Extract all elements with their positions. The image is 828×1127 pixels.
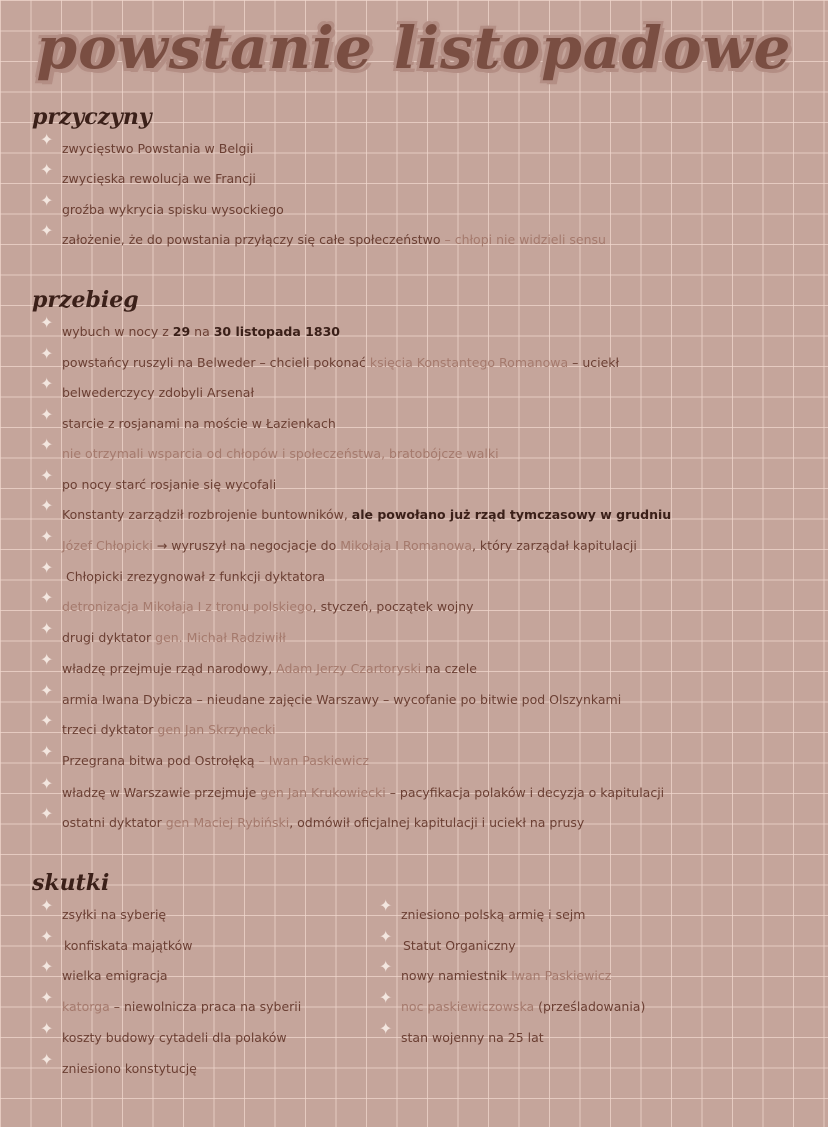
- list-item: ✦ Konstanty zarządził rozbrojenie buntowników, ale powołano już rząd tymczasowy w grudniu: [40, 496, 672, 522]
- list-item: ✦ drugi dyktator gen. Michał Radziwiłł: [40, 619, 286, 645]
- list-item: ✦ zwycięstwo Powstania w Belgii: [40, 130, 254, 156]
- heading-skutki: skutki: [32, 870, 110, 896]
- list-item: ✦ władzę przejmuje rząd narodowy, Adam Jerzy Czartoryski na czele: [40, 650, 477, 676]
- sparkle-star-icon: ✦: [379, 927, 393, 946]
- list-item: ✦ władzę w Warszawie przejmuje gen Jan Krukowiecki – pacyfikacja polaków i decyzja o kapitulacji: [40, 774, 665, 800]
- sparkle-star-icon: ✦: [40, 681, 54, 700]
- heading-przyczyny: przyczyny: [32, 104, 152, 130]
- list-item: ✦ Statut Organiczny: [379, 927, 516, 953]
- list-item: ✦ koszty budowy cytadeli dla polaków: [40, 1019, 287, 1045]
- list-item: ✦ belwederczycy zdobyli Arsenał: [40, 374, 254, 400]
- sparkle-star-icon: ✦: [379, 957, 393, 976]
- sparkle-star-icon: ✦: [40, 650, 54, 669]
- sparkle-star-icon: ✦: [40, 466, 54, 485]
- sparkle-star-icon: ✦: [40, 527, 54, 546]
- list-item: ✦ powstańcy ruszyli na Belweder – chcieli pokonać księcia Konstantego Romanowa – uciekł: [40, 344, 620, 370]
- page-title: powstanie listopadowe: [36, 14, 792, 82]
- sparkle-star-icon: ✦: [379, 1019, 393, 1038]
- sparkle-star-icon: ✦: [40, 711, 54, 730]
- sparkle-star-icon: ✦: [40, 435, 54, 454]
- list-item: ✦ noc paskiewiczowska (prześladowania): [379, 988, 646, 1014]
- sparkle-star-icon: ✦: [40, 957, 54, 976]
- sparkle-star-icon: ✦: [40, 374, 54, 393]
- sparkle-star-icon: ✦: [40, 130, 54, 149]
- list-item: ✦ założenie, że do powstania przyłączy się całe społeczeństwo – chłopi nie widzieli sensu: [40, 221, 606, 247]
- list-item: ✦ zniesiono polską armię i sejm: [379, 896, 586, 922]
- sparkle-star-icon: ✦: [379, 988, 393, 1007]
- list-item: ✦ Przegrana bitwa pod Ostrołęką – Iwan Paskiewicz: [40, 742, 369, 768]
- sparkle-star-icon: ✦: [40, 1019, 54, 1038]
- sparkle-star-icon: ✦: [40, 619, 54, 638]
- sparkle-star-icon: ✦: [40, 221, 54, 240]
- list-item: ✦ groźba wykrycia spisku wysockiego: [40, 191, 284, 217]
- sparkle-star-icon: ✦: [40, 191, 54, 210]
- list-item: ✦ wybuch w nocy z 29 na 30 listopada 1830: [40, 313, 340, 339]
- sparkle-star-icon: ✦: [40, 405, 54, 424]
- sparkle-star-icon: ✦: [40, 927, 54, 946]
- list-item: ✦ starcie z rosjanami na moście w Łazienkach: [40, 405, 336, 431]
- sparkle-star-icon: ✦: [40, 804, 54, 823]
- list-item: ✦ armia Iwana Dybicza – nieudane zajęcie Warszawy – wycofanie po bitwie pod Olszynkami: [40, 681, 622, 707]
- heading-przebieg: przebieg: [32, 287, 139, 313]
- list-item: ✦ zniesiono konstytucję: [40, 1050, 197, 1076]
- list-item: ✦ zwycięska rewolucja we Francji: [40, 160, 256, 186]
- list-item: ✦ stan wojenny na 25 lat: [379, 1019, 544, 1045]
- list-item: ✦ Józef Chłopicki → wyruszył na negocjacje do Mikołaja I Romanowa, który zarządał kapitulacji: [40, 527, 637, 553]
- sparkle-star-icon: ✦: [379, 896, 393, 915]
- list-item: ✦ katorga – niewolnicza praca na syberii: [40, 988, 302, 1014]
- list-item: ✦ zsyłki na syberię: [40, 896, 167, 922]
- sparkle-star-icon: ✦: [40, 742, 54, 761]
- list-item: ✦ detronizacja Mikołaja I z tronu polskiego, styczeń, początek wojny: [40, 588, 474, 614]
- sparkle-star-icon: ✦: [40, 896, 54, 915]
- sparkle-star-icon: ✦: [40, 588, 54, 607]
- list-item: ✦ wielka emigracja: [40, 957, 168, 983]
- list-item: ✦ nie otrzymali wsparcia od chłopów i społeczeństwa, bratobójcze walki: [40, 435, 499, 461]
- sparkle-star-icon: ✦: [40, 344, 54, 363]
- list-item: ✦ trzeci dyktator gen Jan Skrzynecki: [40, 711, 276, 737]
- list-item: ✦ ostatni dyktator gen Maciej Rybiński, odmówił oficjalnej kapitulacji i uciekł na prusy: [40, 804, 585, 830]
- sparkle-star-icon: ✦: [40, 988, 54, 1007]
- list-item: ✦ po nocy starć rosjanie się wycofali: [40, 466, 277, 492]
- sparkle-star-icon: ✦: [40, 558, 54, 577]
- list-item: ✦ nowy namiestnik Iwan Paskiewicz: [379, 957, 612, 983]
- sparkle-star-icon: ✦: [40, 1050, 54, 1069]
- list-item: ✦ Chłopicki zrezygnował z funkcji dyktatora: [40, 558, 326, 584]
- list-item: ✦ konfiskata majątków: [40, 927, 193, 953]
- sparkle-star-icon: ✦: [40, 160, 54, 179]
- sparkle-star-icon: ✦: [40, 313, 54, 332]
- sparkle-star-icon: ✦: [40, 496, 54, 515]
- sparkle-star-icon: ✦: [40, 774, 54, 793]
